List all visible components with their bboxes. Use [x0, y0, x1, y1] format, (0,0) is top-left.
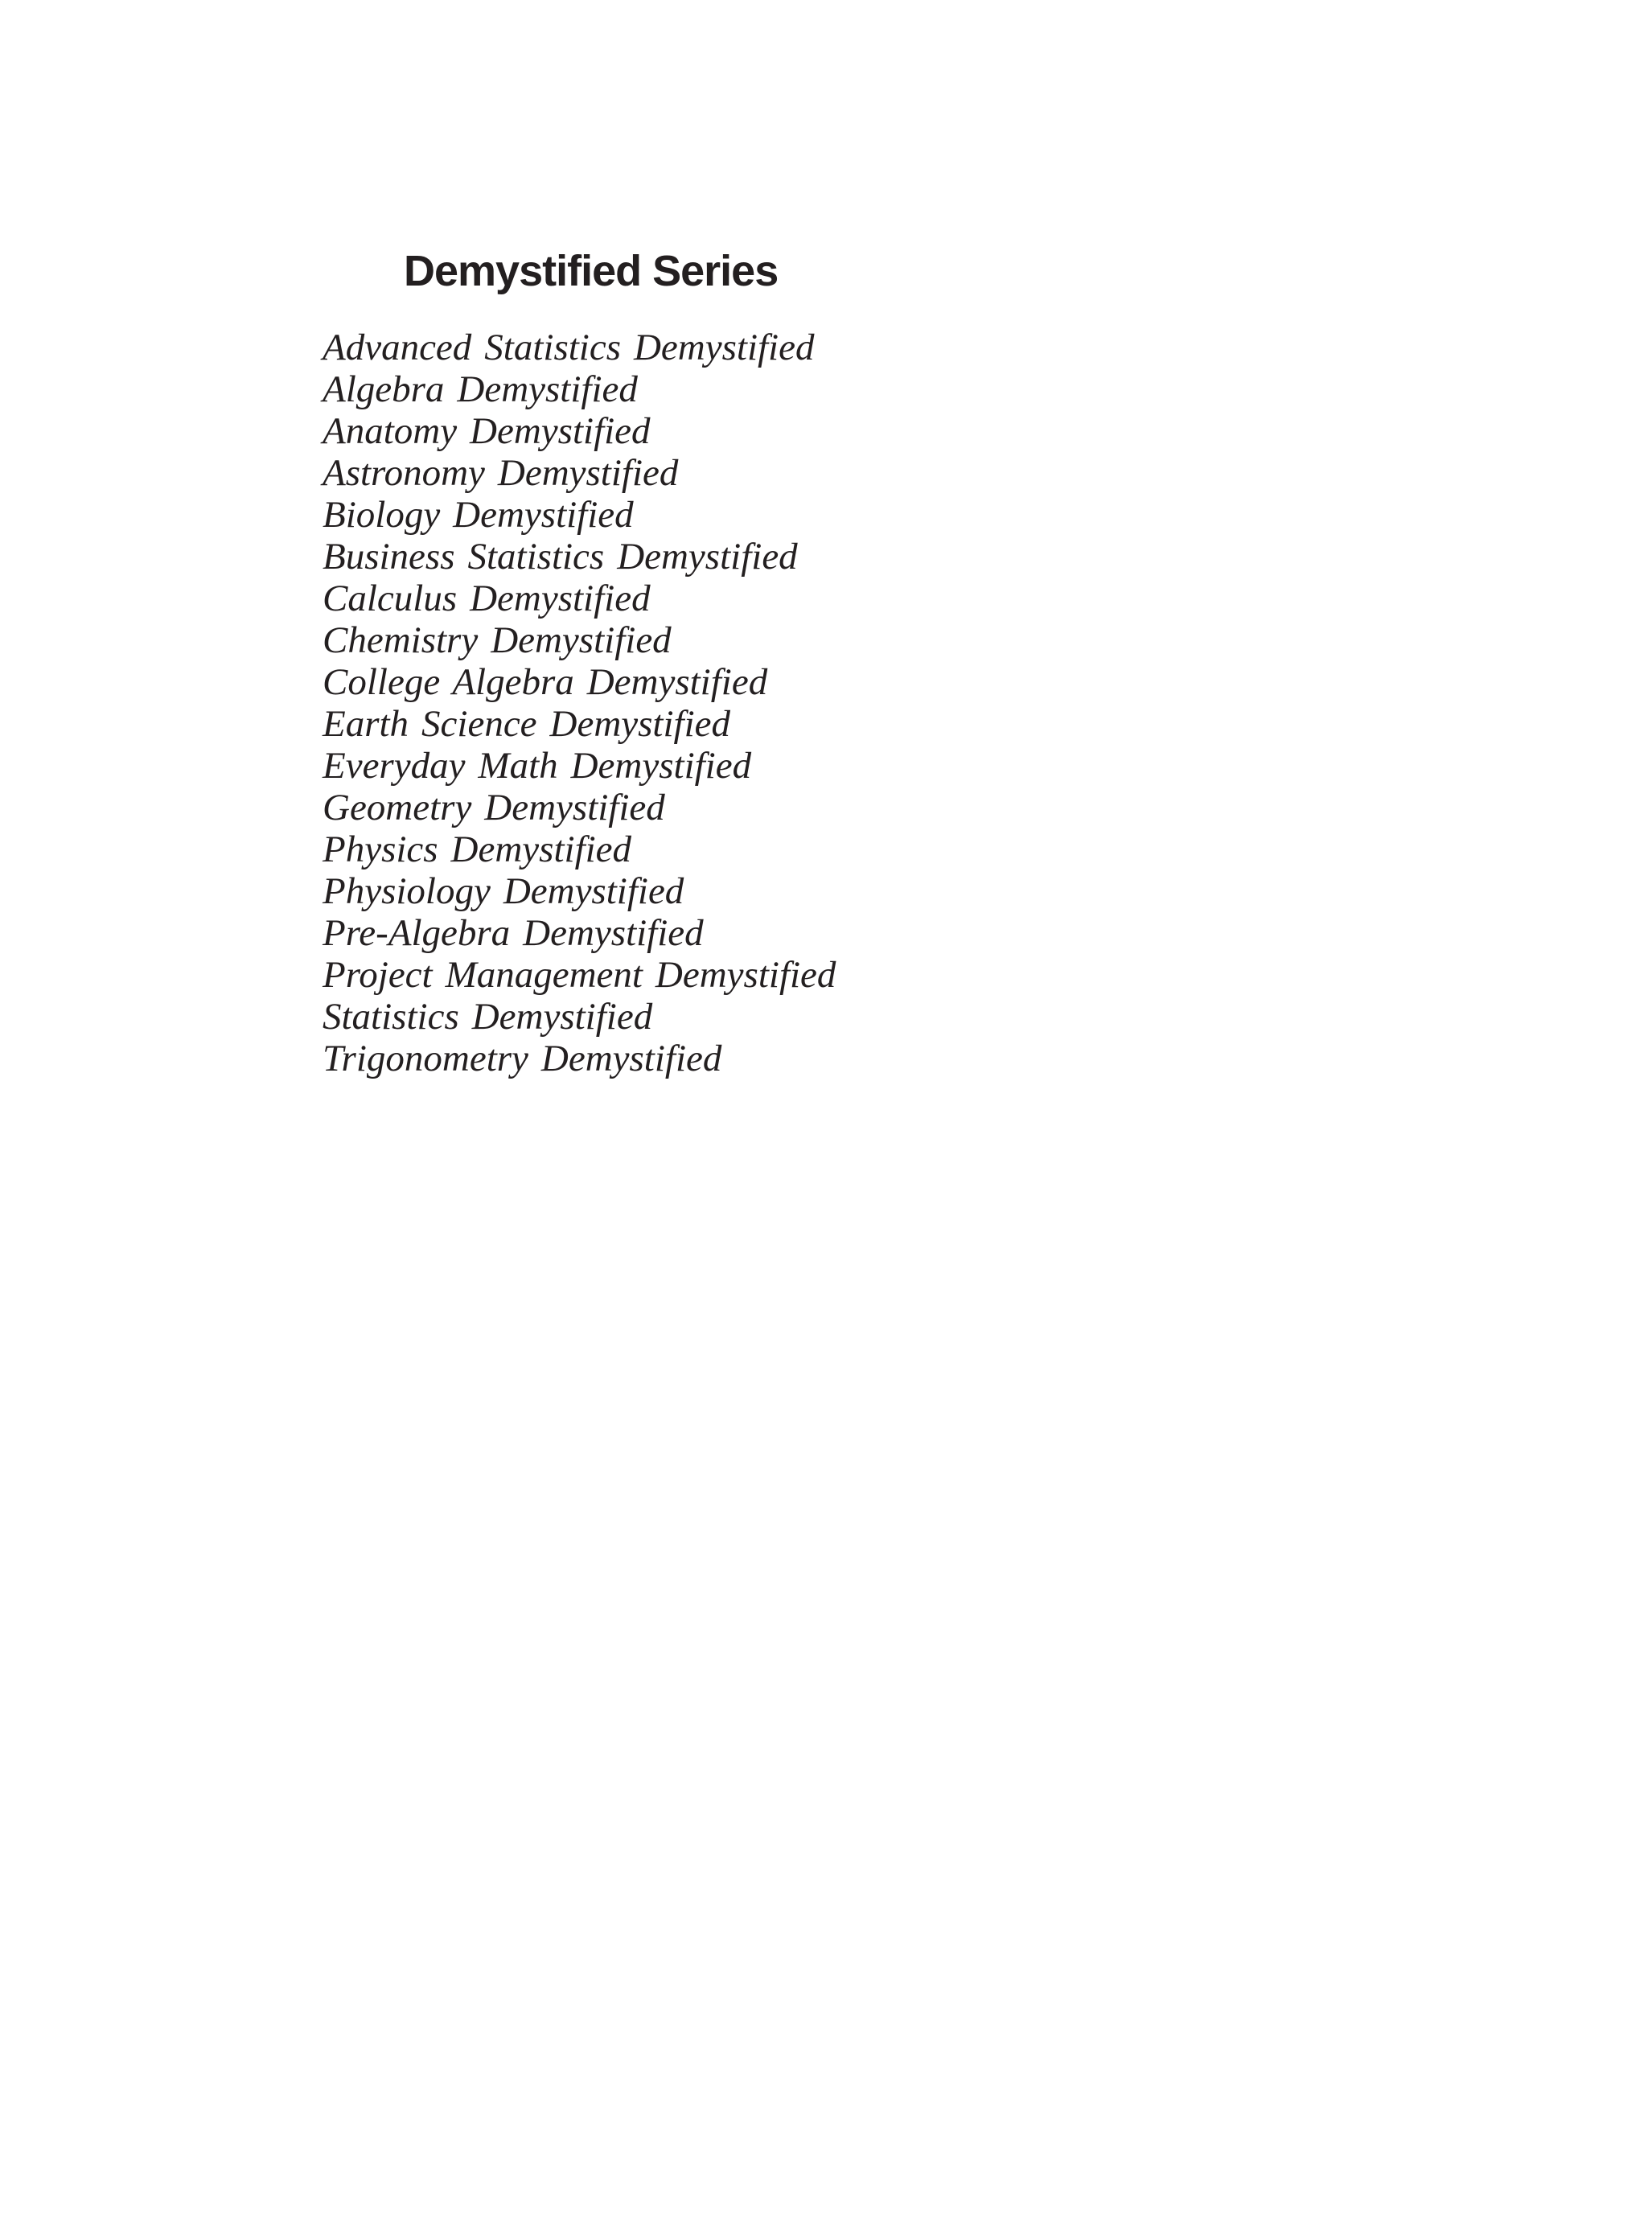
series-item: Everyday Math Demystified	[323, 745, 752, 787]
series-item: Business Statistics Demystified	[323, 536, 798, 578]
series-item: Physics Demystified	[323, 828, 632, 870]
series-item: Earth Science Demystified	[323, 703, 731, 745]
series-item: Biology Demystified	[323, 494, 634, 536]
series-list	[323, 327, 836, 1079]
series-item: College Algebra Demystified	[323, 661, 768, 703]
series-item: Algebra Demystified	[323, 368, 638, 410]
series-item: Physiology Demystified	[323, 870, 684, 912]
series-item: Anatomy Demystified	[323, 410, 651, 452]
series-item: Geometry Demystified	[323, 787, 665, 828]
series-item: Pre-Algebra Demystified	[323, 912, 704, 954]
series-item: Astronomy Demystified	[323, 452, 679, 494]
series-item: Advanced Statistics Demystified	[323, 327, 815, 368]
series-item: Statistics Demystified	[323, 996, 653, 1038]
page-title: Demystified Series	[404, 247, 779, 295]
series-item: Chemistry Demystified	[323, 619, 672, 661]
series-item: Project Management Demystified	[323, 954, 836, 996]
series-item: Trigonometry Demystified	[323, 1038, 722, 1079]
series-item: Calculus Demystified	[323, 578, 651, 619]
